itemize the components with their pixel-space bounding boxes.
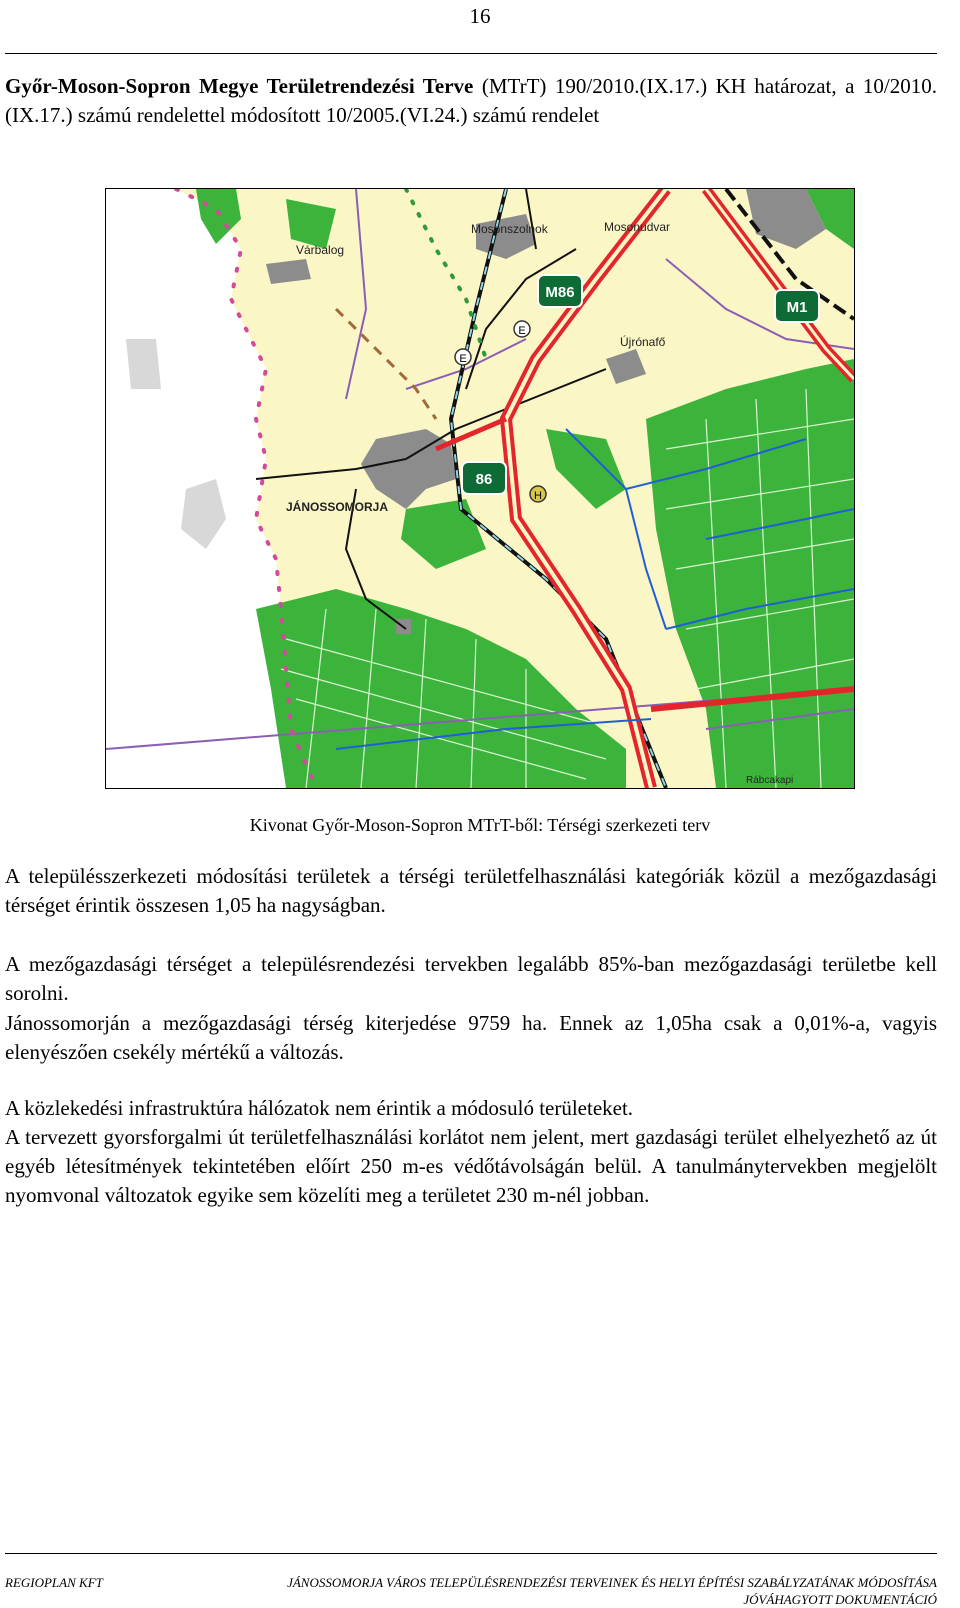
page-number: 16 [469, 4, 491, 28]
label-ujronafo: Újrónafő [620, 335, 666, 349]
e-marker [514, 321, 530, 337]
footer-document-title [197, 1574, 937, 1608]
ecological-corridor [406, 189, 486, 359]
m86-shield [538, 275, 582, 307]
m1-label: M1 [786, 299, 808, 316]
paragraph: A tervezett gyorsforgalmi út területfelhasználási korlátot nem jelent, mert gazdasági terület elhelyezhető az út egyéb létesítmények tekintetében előírt 250 m-es védőtávolságán belül. A tanulmánytervekben megjelölt nyomvonal változatok egyike sem közelíti meg a területet 230 m-nél jobban. [5, 1125, 937, 1207]
heading-reference: (MTrT) 190/2010.(IX.17.) KH határozat, a 10/2010.(IX.17.) számú rendelettel módosított 10/2005.(VI.24.) számú rendelet [5, 74, 937, 127]
label-rabcakapi: Rábcakapi [746, 775, 794, 786]
m86-label: M86 [545, 284, 575, 301]
map-caption: Kivonat Győr-Moson-Sopron MTrT-ből: Térségi szerkezeti terv [249, 815, 711, 835]
label-varbalog: Várbalog [296, 243, 345, 257]
footer-rule [5, 1553, 937, 1554]
footer-title-line2: JÓVÁHAGYOTT DOKUMENTÁCIÓ [743, 1592, 937, 1607]
paragraph: A településszerkezeti módosítási területek a térségi területfelhasználási kategóriák közül a mezőgazdasági térséget érintik összesen 1,05 ha nagyságban. [5, 864, 937, 917]
label-mosonudvar: Mosonudvar [604, 220, 671, 234]
h-marker-label: H [534, 490, 542, 502]
neighbor-settlement [126, 339, 161, 389]
header-rule [5, 53, 937, 54]
r86-shield [462, 462, 506, 494]
paragraph: A mezőgazdasági térséget a településrendezési tervekben legalább 85%-ban mezőgazdasági területbe kell sorolni. [5, 952, 937, 1005]
r86-label: 86 [475, 471, 493, 488]
regional-structure-map [105, 188, 855, 789]
footer-company: REGIOPLAN KFT [5, 1575, 103, 1590]
e-marker [455, 349, 471, 365]
e-marker-label: E [518, 325, 526, 337]
paragraph: Jánossomorján a mezőgazdasági térség kiterjedése 9759 ha. Ennek az 1,05ha csak a 0,01%-a, vagyis elenyészően csekély mértékű a változás. [5, 1011, 937, 1064]
e-marker-label: E [459, 353, 467, 365]
planned-line [336, 309, 436, 419]
paragraph: A közlekedési infrastruktúra hálózatok nem érintik a módosuló területeket. [5, 1096, 634, 1120]
heading-bold-title: Győr-Moson-Sopron Megye Területrendezési Terve [5, 74, 474, 98]
label-mosonszolnok: Mosonszolnok [471, 222, 548, 236]
m1-shield [775, 290, 819, 322]
h-marker [530, 486, 546, 502]
document-heading [5, 72, 937, 130]
footer-title-line1: JÁNOSSOMORJA VÁROS TELEPÜLÉSRENDEZÉSI TERVEINEK ÉS HELYI ÉPÍTÉSI SZABÁLYZATÁNAK MÓDOSÍTÁSA [287, 1575, 937, 1590]
label-janossomorja: JÁNOSSOMORJA [286, 500, 389, 514]
